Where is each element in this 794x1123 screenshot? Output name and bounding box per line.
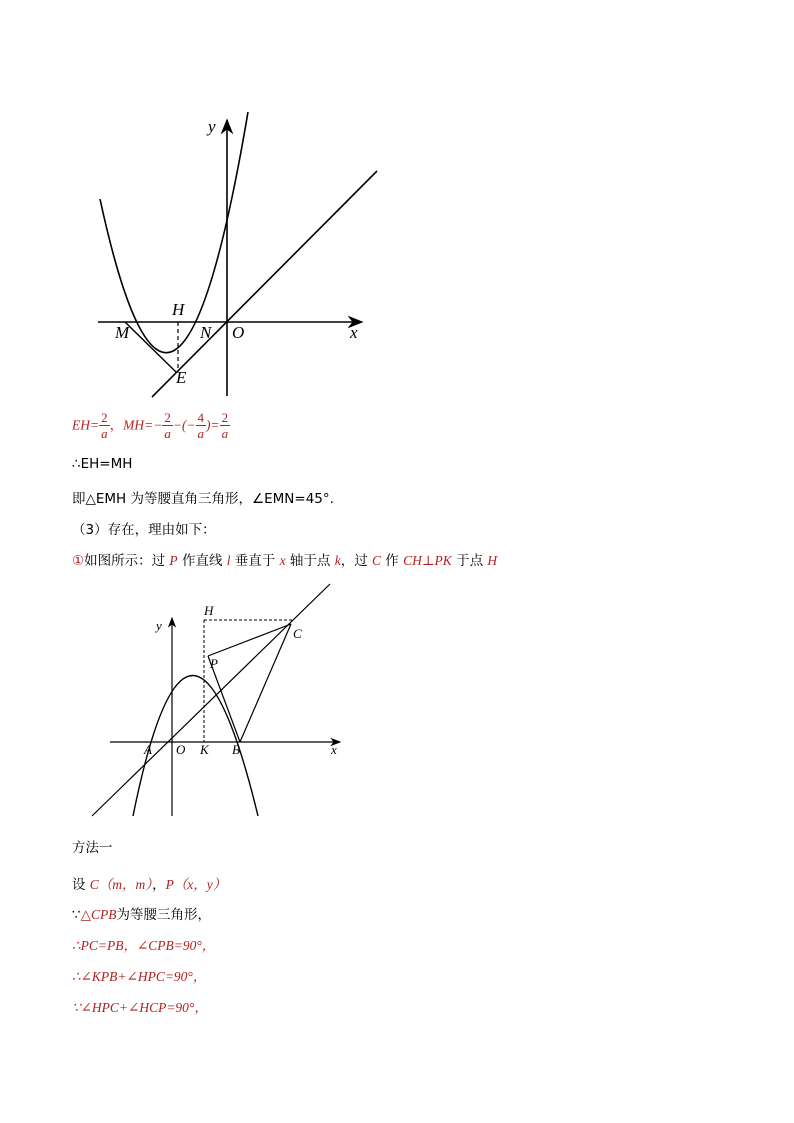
label-B: B [232, 742, 240, 757]
text-method-1: 方法一 [72, 840, 113, 856]
label-H: H [172, 300, 185, 319]
fraction: $\frac{4}{a}$ [197, 410, 205, 441]
line-y-eq-x [92, 584, 330, 816]
label-K: K [200, 742, 209, 757]
label-O: O [232, 323, 245, 342]
label-y: y [156, 618, 162, 633]
label-N: N [200, 323, 212, 342]
label-H: H [204, 603, 214, 618]
line-y-eq-x [152, 171, 377, 397]
label-C: C [293, 626, 302, 641]
label-x: x [350, 323, 358, 342]
text-hpc-hcp: ∵∠HPC+∠HCP=90°， [72, 1000, 208, 1015]
figure-1-parabola [90, 105, 390, 405]
label-x: x [331, 742, 337, 757]
text-kpb-hpc: ∴∠KPB+∠HPC=90°， [72, 969, 207, 984]
text-case-1: ①如图所示：过 P 作直线 l 垂直于 x 轴于点 k，过 C 作 CH⊥PK 于点 H [72, 553, 498, 569]
text-pc-eq-pb: ∴PC=PB，∠CPB=90°， [72, 938, 216, 953]
text-therefore-eh-mh: ∴EH=MH [72, 456, 133, 472]
segment-PC [208, 624, 291, 656]
segment-ME [125, 322, 176, 372]
text-isosceles-right-triangle: 即△EMH 为等腰直角三角形，∠EMN=45°. [72, 491, 334, 507]
label-E: E [176, 368, 187, 387]
fraction: $\frac{2}{a}$ [101, 410, 108, 441]
text-set-points: 设 C（m，m），P（x，y） [72, 877, 227, 893]
text-part-3: （3）存在，理由如下： [72, 522, 216, 538]
label-M: M [115, 323, 130, 342]
equation-eh-mh: EH= $\frac{2}{a}$ ，MH=− $\frac{2}{a}$ −(− $\frac{4}{a}$ )= $\frac{2}{a}$ [72, 410, 229, 441]
figure-2-isosceles [88, 578, 348, 822]
label-y: y [208, 117, 216, 136]
label-O: O [176, 742, 186, 757]
fraction: $\frac{2}{a}$ [164, 410, 171, 441]
segment-CB [240, 624, 291, 742]
text-because-isosceles: ∵△CPB为等腰三角形， [72, 907, 211, 923]
label-A: A [144, 742, 152, 757]
fraction: $\frac{2}{a}$ [221, 410, 229, 441]
label-P: P [210, 656, 218, 671]
